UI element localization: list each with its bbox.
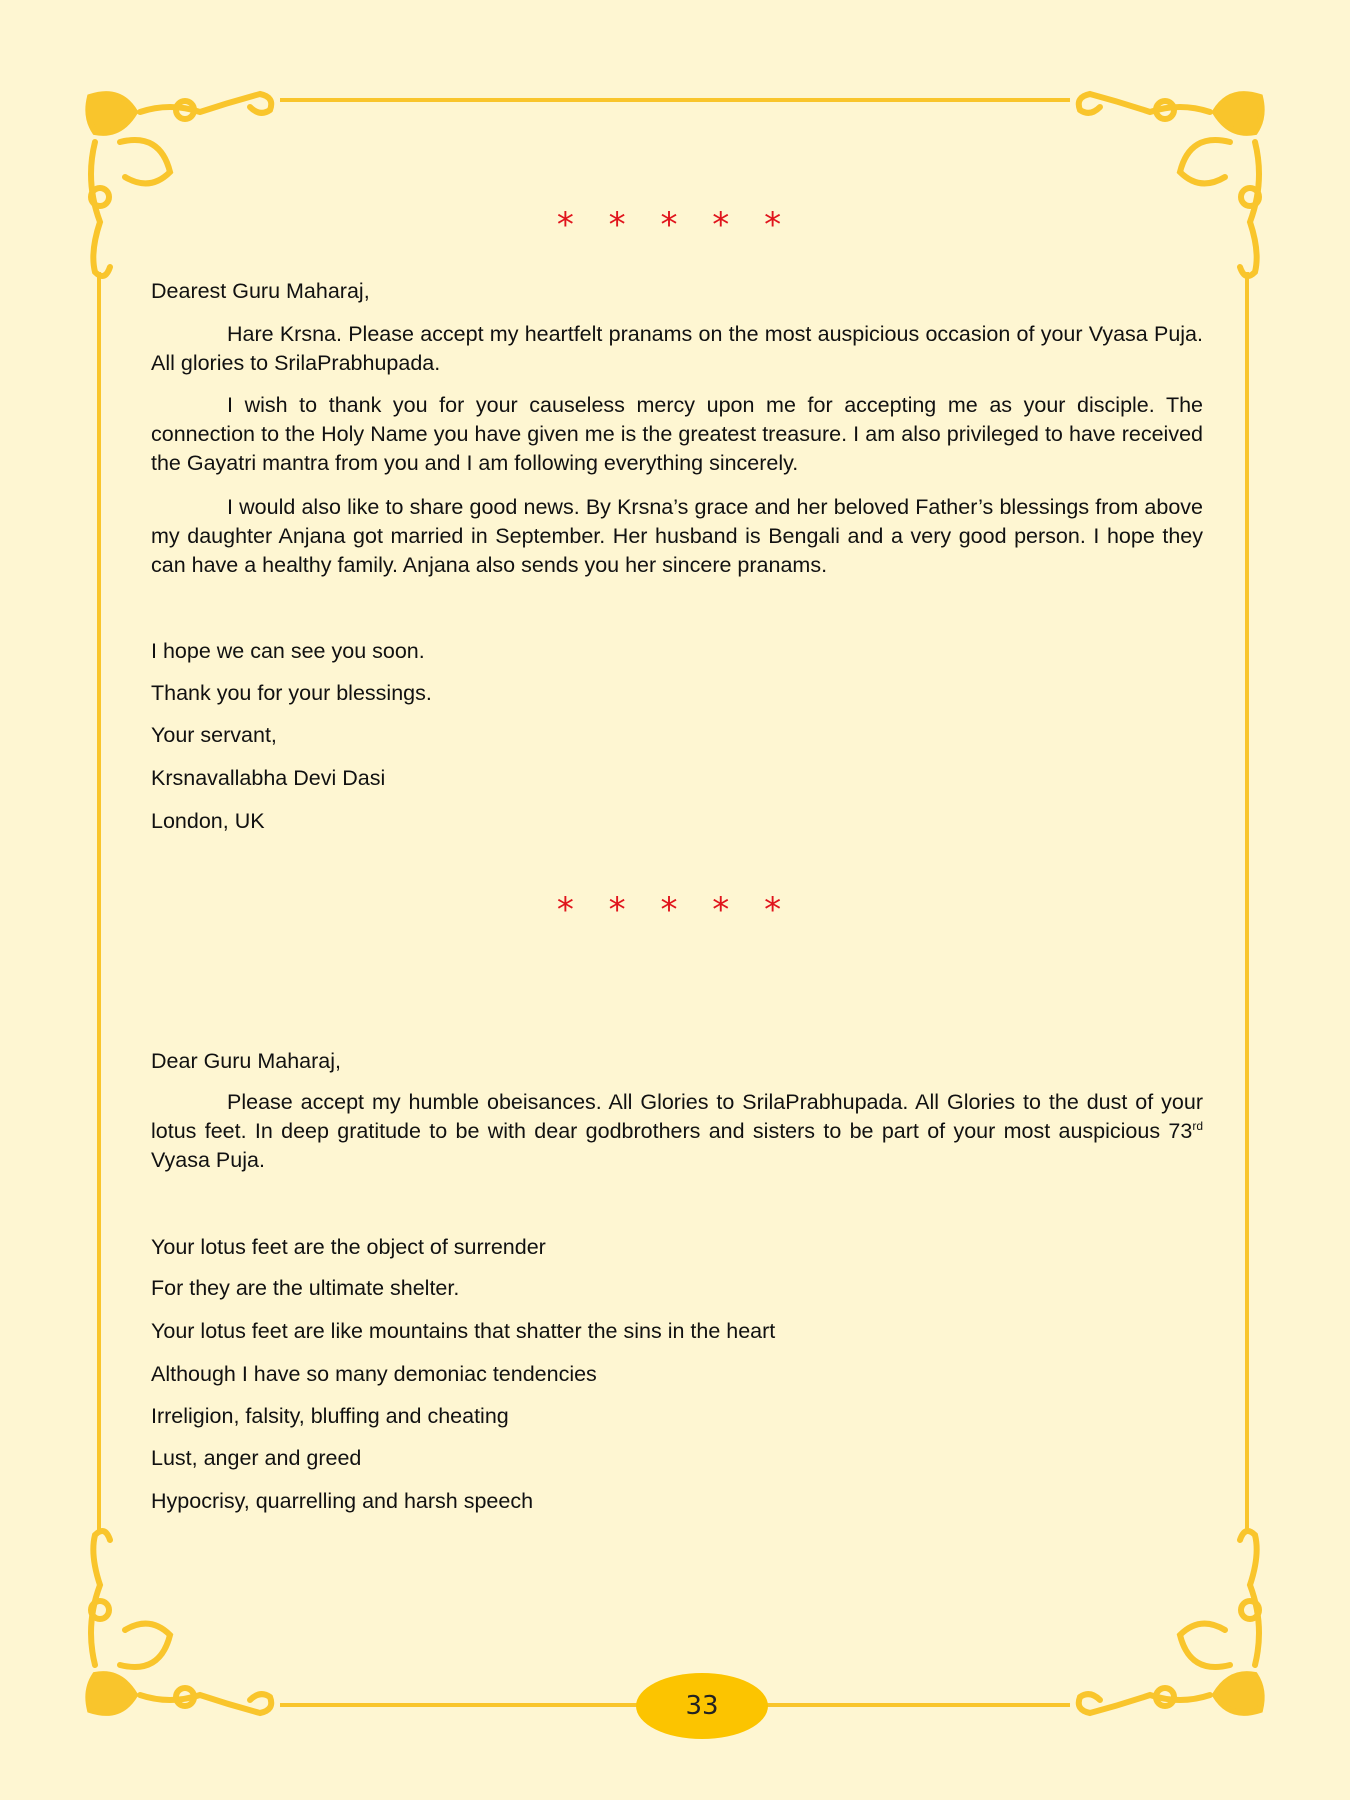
closing-line: Thank you for your blessings.	[151, 681, 432, 705]
corner-ornament-icon	[80, 82, 280, 282]
border-top	[280, 98, 1070, 102]
corner-ornament-icon	[1070, 1525, 1270, 1725]
signature-location: London, UK	[151, 809, 265, 833]
paragraph: Hare Krsna. Please accept my heartfelt pranams on the most auspicious occasion of your Vyasa Puja. All glories to SrilaPrabhupada.	[151, 322, 1203, 375]
poem-line: Hypocrisy, quarrelling and harsh speech	[151, 1489, 534, 1513]
paragraph	[151, 1088, 1203, 1175]
poem-line: Irreligion, falsity, bluffing and cheating	[151, 1404, 509, 1428]
salutation: Dearest Guru Maharaj,	[151, 279, 370, 303]
page-number: 33	[636, 1673, 768, 1739]
corner-ornament-icon	[1070, 82, 1270, 282]
border-bottom-left	[280, 1703, 640, 1707]
paragraph-text: Please accept my humble obeisances. All Glories to SrilaPrabhupada. All Glories to the dust of your lotus feet. In deep gratitude to be with dear godbrothers and sisters to be part of your most auspicious 73	[151, 1090, 1203, 1143]
salutation: Dear Guru Maharaj,	[151, 1049, 341, 1073]
signature-name: Krsnavallabha Devi Dasi	[151, 766, 386, 790]
corner-ornament-icon	[80, 1525, 280, 1725]
closing-line: I hope we can see you soon.	[151, 639, 425, 663]
separator-stars: * * * * *	[556, 890, 794, 930]
paragraph-text: Vyasa Puja.	[151, 1148, 265, 1172]
separator-stars: * * * * *	[556, 205, 794, 245]
ordinal-suffix: rd	[1192, 1118, 1203, 1133]
closing-line: Your servant,	[151, 723, 277, 747]
poem-line: Your lotus feet are the object of surrender	[151, 1235, 546, 1259]
paragraph: I wish to thank you for your causeless mercy upon me for accepting me as your disciple. The connection to the Holy Name you have given me is the greatest treasure. I am also privileged to have received the Gayatri mantra from you and I am following everything sincerely.	[151, 393, 1203, 475]
paragraph: I would also like to share good news. By Krsna’s grace and her beloved Father’s blessings from above my daughter Anjana got married in September. Her husband is Bengali and a very good person. I hope they can have a healthy family. Anjana also sends you her sincere pranams.	[151, 495, 1203, 577]
border-bottom-right	[764, 1703, 1070, 1707]
poem-line: For they are the ultimate shelter.	[151, 1276, 460, 1300]
poem-line: Although I have so many demoniac tendencies	[151, 1362, 597, 1386]
poem-line: Lust, anger and greed	[151, 1446, 362, 1470]
poem-line: Your lotus feet are like mountains that shatter the sins in the heart	[151, 1319, 776, 1343]
